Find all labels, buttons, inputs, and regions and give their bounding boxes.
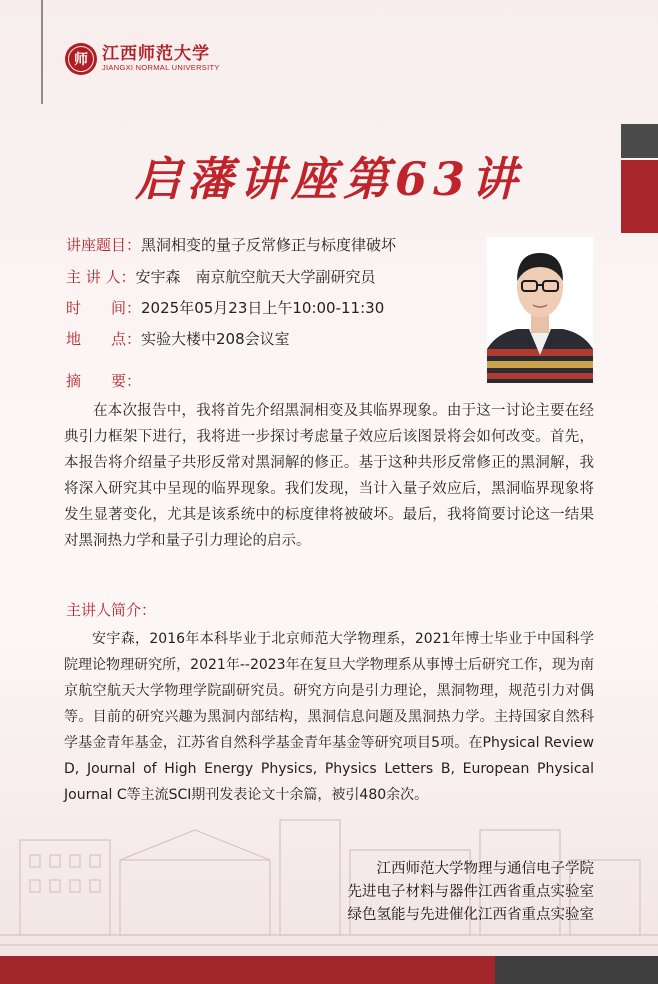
abstract-heading: 摘 要： [66, 372, 142, 390]
top-left-rule [41, 0, 43, 104]
university-logo [64, 42, 220, 76]
info-label: 讲座题目： [66, 236, 142, 254]
info-label: 地 点： [66, 330, 142, 348]
footer-bar-red [0, 956, 495, 984]
lecture-title: 启藩讲座第63讲 [134, 152, 523, 206]
speaker-portrait-icon [487, 237, 593, 383]
info-value: 2025年05月23日上午10:00-11:30 [141, 299, 385, 317]
info-row-speaker [66, 267, 376, 287]
info-row-location [66, 329, 290, 349]
bio-text: 安宇森，2016年本科毕业于北京师范大学物理系，2021年博士毕业于中国科学院理论物理研究所，2021年--2023年在复旦大学物理系从事博士后研究工作，现为南京航空航天大学物理学院副研究员。研究方向是引力理论，黑洞物理，规范引力对偶等。目前的研究兴趣为黑洞内部结构，黑洞信息问题及黑洞热力学。主持国家自然科学基金青年基金，江苏省自然科学基金青年基金等研究项目5项。在Physical Review D, Journal of High Energy Physics, Physics Letters B, European Physical Journal C等主流SCI期刊发表论文十余篇，被引480余次。 [64, 631, 594, 803]
organizer-1: 江西师范大学物理与通信电子学院 [376, 861, 594, 877]
university-name-cn: 江西师范大学 [102, 44, 210, 64]
university-seal-icon [64, 42, 98, 76]
organizer-2: 先进电子材料与器件江西省重点实验室 [347, 884, 594, 900]
university-name-en: JIANGXI NORMAL UNIVERSITY [102, 63, 220, 72]
speaker-photo [487, 237, 593, 383]
info-value: 实验大楼中208会议室 [141, 330, 290, 348]
bio-heading: 主讲人简介： [66, 601, 157, 619]
seal-glyph: 师 [74, 52, 88, 68]
info-row-topic [66, 235, 396, 255]
info-value: 黑洞相变的量子反常修正与标度律破坏 [141, 236, 397, 254]
info-value: 安宇森 南京航空航天大学副研究员 [135, 268, 376, 286]
info-label: 主 讲 人： [66, 268, 136, 286]
abstract-text: 在本次报告中，我将首先介绍黑洞相变及其临界现象。由于这一讨论主要在经典引力框架下进行，我将进一步探讨考虑量子效应后该图景将会如何改变。首先，本报告将介绍量子共形反常对黑洞解的修正。基于这种共形反常修正的黑洞解，我将深入研究其中呈现的临界现象。我们发现，当计入量子效应后，黑洞临界现象将发生显著变化，尤其是该系统中的标度律将被破坏。最后，我将简要讨论这一结果对黑洞热力学和量子引力理论的启示。 [64, 403, 594, 549]
organizer-3: 绿色氢能与先进催化江西省重点实验室 [347, 907, 594, 923]
info-row-time [66, 298, 384, 318]
info-label: 时 间： [66, 299, 142, 317]
